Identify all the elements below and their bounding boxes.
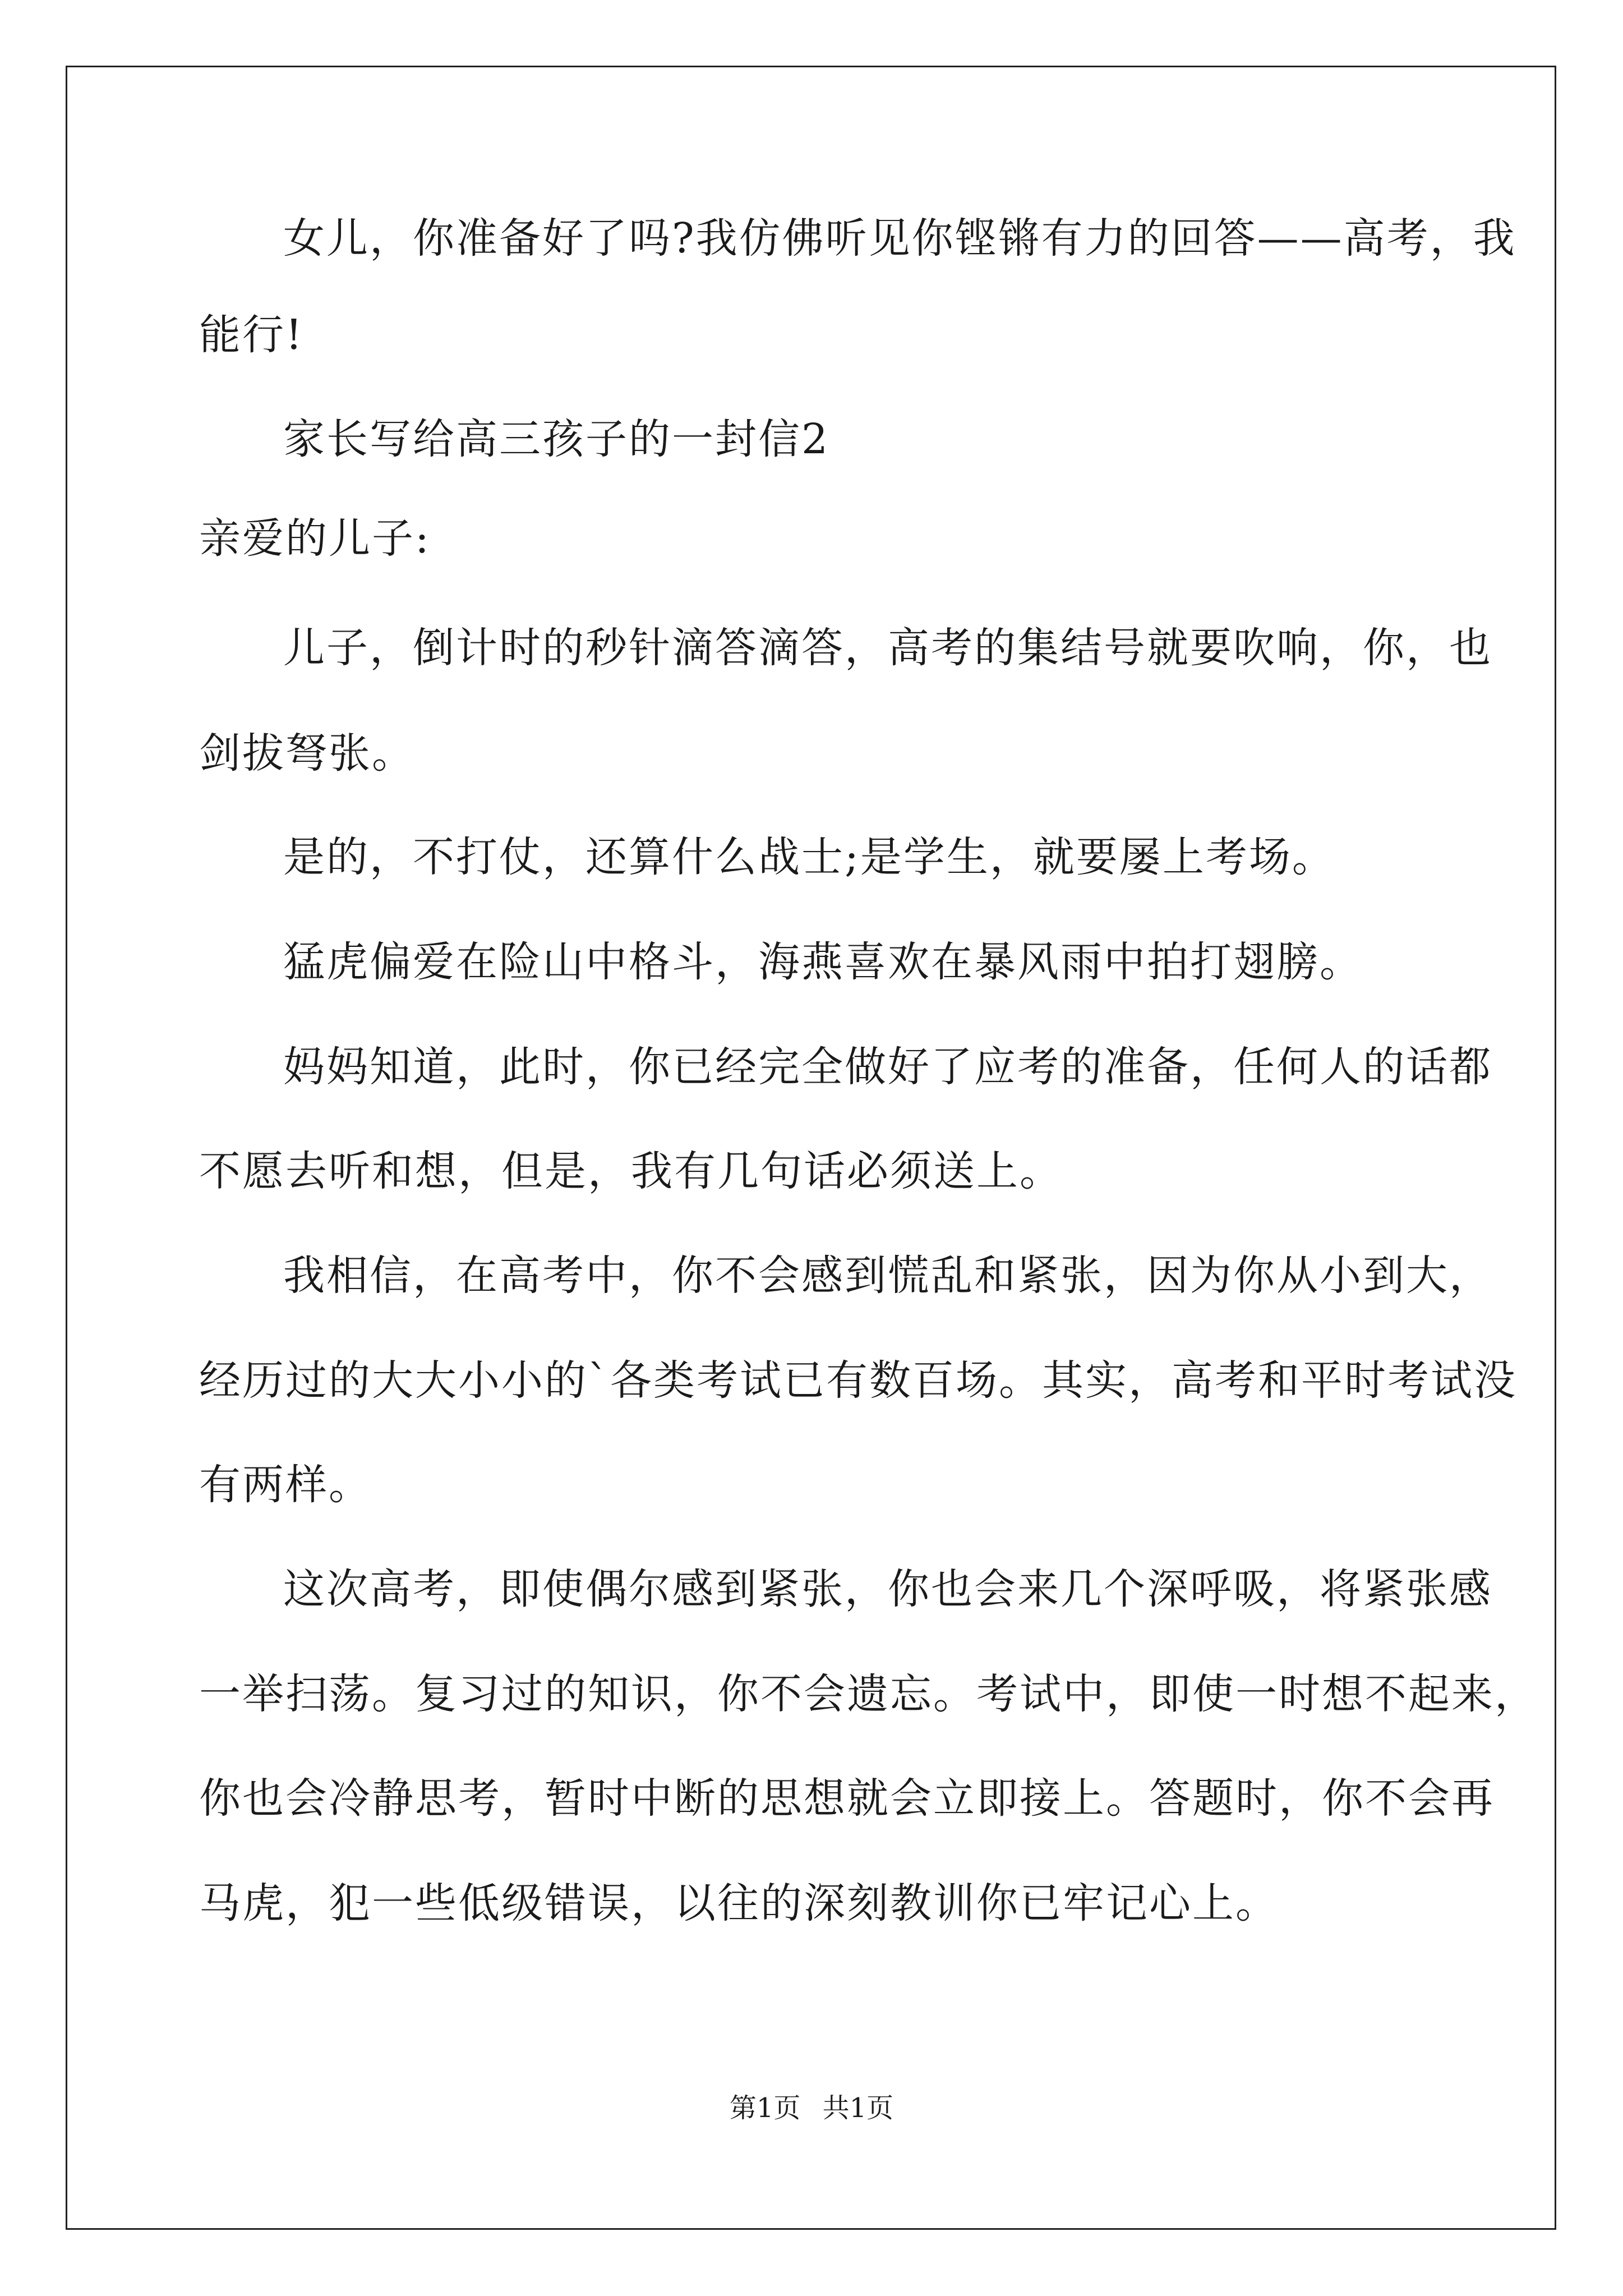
text-line: 经历过的大大小小的`各类考试已有数百场。其实，高考和平时考试没 (199, 1356, 1517, 1405)
page-total: 共1页 (822, 2092, 894, 2124)
text-line: 我相信，在高考中，你不会感到慌乱和紧张，因为你从小到大， (283, 1251, 1492, 1300)
text-line: 马虎，犯一些低级错误，以往的深刻教训你已牢记心上。 (199, 1879, 1279, 1927)
text-line: 儿子，倒计时的秒针滴答滴答，高考的集结号就要吹响，你，也 (283, 624, 1492, 672)
page-footer (0, 2091, 1623, 2125)
text-line: 妈妈知道，此时，你已经完全做好了应考的准备，任何人的话都 (283, 1043, 1492, 1091)
text-line: 能行! (199, 311, 304, 359)
text-line: 是的，不打仗，还算什么战士;是学生，就要屡上考场。 (283, 833, 1335, 881)
page-number: 第1页 (729, 2092, 801, 2124)
text-line: 这次高考，即使偶尔感到紧张，你也会来几个深呼吸，将紧张感 (283, 1565, 1492, 1613)
text-line: 有两样。 (199, 1461, 372, 1509)
text-line: 你也会冷静思考，暂时中断的思想就会立即接上。答题时，你不会再 (199, 1774, 1495, 1823)
text-line: 不愿去听和想，但是，我有几句话必须送上。 (199, 1147, 1063, 1195)
text-line: 猛虎偏爱在险山中格斗，海燕喜欢在暴风雨中拍打翅膀。 (283, 938, 1363, 986)
section-title: 家长写给高三孩子的一封信2 (283, 415, 830, 463)
salutation: 亲爱的儿子: (199, 514, 431, 563)
text-line: 女儿，你准备好了吗?我仿佛听见你铿锵有力的回答——高考，我 (283, 214, 1516, 263)
text-line: 剑拔弩张。 (199, 729, 415, 777)
text-line: 一举扫荡。复习过的知识，你不会遗忘。考试中，即使一时想不起来， (199, 1670, 1538, 1718)
